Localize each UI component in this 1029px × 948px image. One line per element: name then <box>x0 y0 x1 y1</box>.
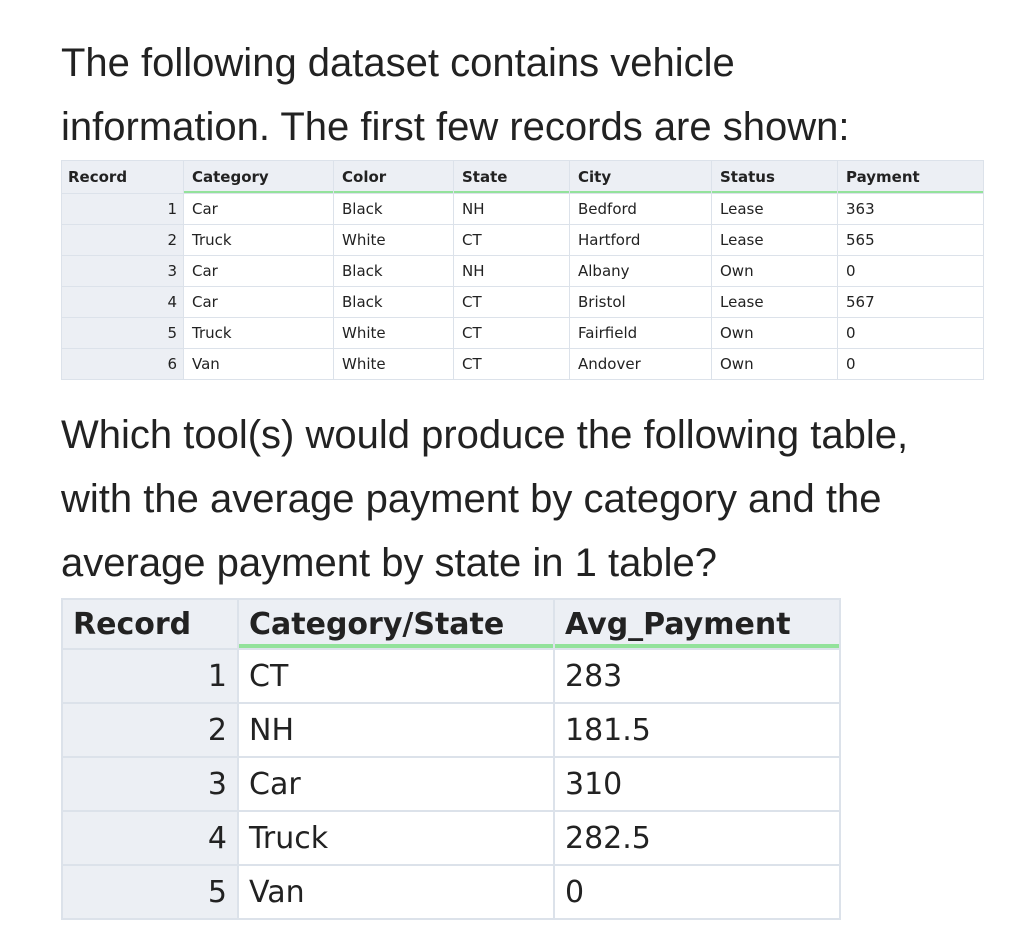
record-number: 4 <box>62 287 184 318</box>
table-cell: 181.5 <box>554 703 840 757</box>
dataset-table <box>61 160 984 380</box>
table-cell: 567 <box>838 287 984 318</box>
table-cell: 0 <box>838 318 984 349</box>
table-cell: Car <box>184 287 334 318</box>
table-cell: 0 <box>838 256 984 287</box>
column-header: Category <box>184 161 334 194</box>
record-number: 2 <box>62 225 184 256</box>
table-cell: CT <box>454 349 570 380</box>
table-cell: Own <box>712 349 838 380</box>
table-cell: 310 <box>554 757 840 811</box>
table-cell: 0 <box>554 865 840 919</box>
table-cell: Van <box>238 865 554 919</box>
record-number: 3 <box>62 256 184 287</box>
column-header: Payment <box>838 161 984 194</box>
record-number: 4 <box>62 811 238 865</box>
table-cell: Albany <box>570 256 712 287</box>
table-cell: Black <box>334 194 454 225</box>
table-cell: Lease <box>712 194 838 225</box>
column-header: Category/State <box>238 599 554 649</box>
dataset-header-row <box>62 161 984 194</box>
table-cell: 565 <box>838 225 984 256</box>
column-header: State <box>454 161 570 194</box>
table-cell: 0 <box>838 349 984 380</box>
record-number: 6 <box>62 349 184 380</box>
question-text: Which tool(s) would produce the following table, with the average payment by category and the average payment by state in 1 table? <box>61 413 909 585</box>
table-cell: Own <box>712 318 838 349</box>
table-cell: Fairfield <box>570 318 712 349</box>
record-number: 5 <box>62 318 184 349</box>
table-row <box>62 194 984 225</box>
table-row <box>62 318 984 349</box>
table-row <box>62 757 840 811</box>
table-cell: Bedford <box>570 194 712 225</box>
record-number: 5 <box>62 865 238 919</box>
table-cell: 363 <box>838 194 984 225</box>
table-cell: Truck <box>184 225 334 256</box>
table-cell: Hartford <box>570 225 712 256</box>
table-cell: NH <box>238 703 554 757</box>
table-cell: White <box>334 318 454 349</box>
table-cell: Car <box>184 194 334 225</box>
column-header: Status <box>712 161 838 194</box>
table-cell: CT <box>238 649 554 703</box>
result-header-row <box>62 599 840 649</box>
table-cell: NH <box>454 256 570 287</box>
table-row <box>62 287 984 318</box>
intro-text: The following dataset contains vehicle information. The first few records are shown: <box>61 41 850 149</box>
table-cell: Black <box>334 287 454 318</box>
table-cell: Car <box>184 256 334 287</box>
table-cell: Lease <box>712 287 838 318</box>
table-cell: CT <box>454 225 570 256</box>
column-header: Color <box>334 161 454 194</box>
table-cell: White <box>334 349 454 380</box>
table-cell: Truck <box>238 811 554 865</box>
table-cell: CT <box>454 318 570 349</box>
record-number: 1 <box>62 194 184 225</box>
record-number: 1 <box>62 649 238 703</box>
table-row <box>62 225 984 256</box>
table-row <box>62 811 840 865</box>
table-cell: Truck <box>184 318 334 349</box>
column-header: Record <box>62 161 184 194</box>
table-cell: Van <box>184 349 334 380</box>
column-header: Avg_Payment <box>554 599 840 649</box>
table-cell: Own <box>712 256 838 287</box>
table-cell: Lease <box>712 225 838 256</box>
table-row <box>62 703 840 757</box>
result-table <box>61 598 841 920</box>
record-number: 2 <box>62 703 238 757</box>
table-cell: Andover <box>570 349 712 380</box>
intro-paragraph <box>61 31 961 159</box>
record-number: 3 <box>62 757 238 811</box>
column-header: Record <box>62 599 238 649</box>
table-cell: 283 <box>554 649 840 703</box>
table-cell: CT <box>454 287 570 318</box>
table-row <box>62 256 984 287</box>
table-cell: White <box>334 225 454 256</box>
column-header: City <box>570 161 712 194</box>
table-cell: Bristol <box>570 287 712 318</box>
question-paragraph <box>61 403 981 595</box>
table-row <box>62 349 984 380</box>
table-cell: Black <box>334 256 454 287</box>
table-cell: NH <box>454 194 570 225</box>
table-row <box>62 865 840 919</box>
table-row <box>62 649 840 703</box>
table-cell: Car <box>238 757 554 811</box>
table-cell: 282.5 <box>554 811 840 865</box>
